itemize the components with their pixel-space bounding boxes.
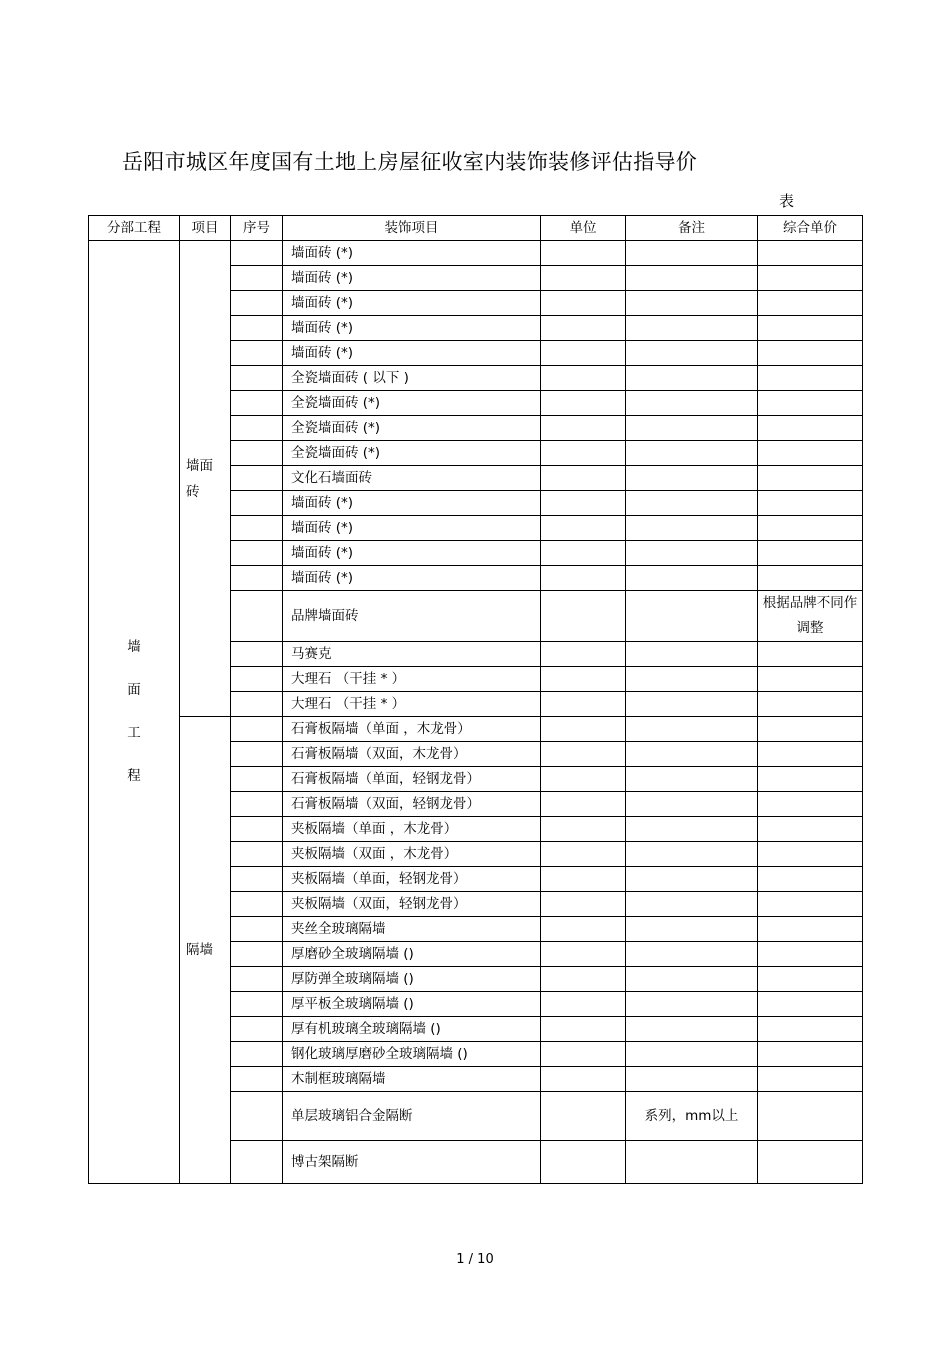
cell-seq: [231, 416, 283, 441]
cell-note: [626, 817, 758, 842]
cell-seq: [231, 917, 283, 942]
cell-item: 夹板隔墙（单面，轻钢龙骨）: [283, 867, 541, 892]
cell-price: [758, 1067, 863, 1092]
cell-note: [626, 717, 758, 742]
cell-item: 博古架隔断: [283, 1141, 541, 1184]
cell-seq: [231, 391, 283, 416]
page-indicator: 1 / 10: [456, 1252, 494, 1267]
cell-unit: [541, 767, 626, 792]
cell-price: [758, 742, 863, 767]
cell-seq: [231, 491, 283, 516]
cell-note: [626, 892, 758, 917]
cell-unit: [541, 642, 626, 667]
cell-unit: [541, 942, 626, 967]
cell-price: [758, 416, 863, 441]
cell-price: [758, 917, 863, 942]
cell-note: [626, 516, 758, 541]
cell-seq: [231, 942, 283, 967]
cell-unit: [541, 1042, 626, 1067]
cell-item: 夹板隔墙（双面 ，木龙骨）: [283, 842, 541, 867]
cell-seq: [231, 366, 283, 391]
cell-seq: [231, 692, 283, 717]
cell-note: [626, 792, 758, 817]
cell-note: [626, 967, 758, 992]
cell-price: [758, 817, 863, 842]
cell-unit: [541, 266, 626, 291]
cell-seq: [231, 892, 283, 917]
cell-unit: [541, 1017, 626, 1042]
cell-item: 厚防弹全玻璃隔墙 (): [283, 967, 541, 992]
cell-seq: [231, 992, 283, 1017]
cell-note: [626, 566, 758, 591]
cell-note: [626, 466, 758, 491]
cell-note: [626, 316, 758, 341]
cell-seq: [231, 1042, 283, 1067]
document-title: 岳阳市城区年度国有土地上房屋征收室内装饰装修评估指导价: [122, 150, 698, 174]
cell-unit: [541, 1141, 626, 1184]
cell-item: 厚有机玻璃全玻璃隔墙 (): [283, 1017, 541, 1042]
cell-price: [758, 516, 863, 541]
cell-unit: [541, 466, 626, 491]
cell-unit: [541, 1067, 626, 1092]
cell-item: 墙面砖 (*): [283, 291, 541, 316]
cell-seq: [231, 867, 283, 892]
cell-item: 夹板隔墙（单面 ，木龙骨）: [283, 817, 541, 842]
cell-unit: [541, 917, 626, 942]
header-division: 分部工程: [89, 216, 180, 241]
cell-price: [758, 967, 863, 992]
cell-price: [758, 266, 863, 291]
cell-unit: [541, 792, 626, 817]
cell-seq: [231, 241, 283, 266]
cell-price: [758, 867, 863, 892]
cell-note: [626, 767, 758, 792]
cell-seq: [231, 441, 283, 466]
cell-note: [626, 591, 758, 642]
header-price: 综合单价: [758, 216, 863, 241]
table-header-row: [89, 216, 863, 241]
cell-item: 墙面砖 (*): [283, 316, 541, 341]
cell-note: [626, 1141, 758, 1184]
cell-note: [626, 266, 758, 291]
cell-price: [758, 366, 863, 391]
cell-price: [758, 466, 863, 491]
cell-seq: [231, 566, 283, 591]
cell-unit: [541, 366, 626, 391]
header-unit: 单位: [541, 216, 626, 241]
cell-item: 钢化玻璃厚磨砂全玻璃隔墙 (): [283, 1042, 541, 1067]
header-item: 装饰项目: [283, 216, 541, 241]
cell-seq: [231, 742, 283, 767]
cell-price: [758, 1042, 863, 1067]
cell-item: 单层玻璃铝合金隔断: [283, 1092, 541, 1141]
cell-note: [626, 416, 758, 441]
cell-note: [626, 1042, 758, 1067]
cell-note: [626, 742, 758, 767]
cell-note: [626, 491, 758, 516]
cell-seq: [231, 316, 283, 341]
cell-price: [758, 1017, 863, 1042]
cell-unit: [541, 241, 626, 266]
cell-seq: [231, 967, 283, 992]
cell-note: [626, 917, 758, 942]
cell-seq: [231, 591, 283, 642]
cell-item: 石膏板隔墙（单面，轻钢龙骨）: [283, 767, 541, 792]
cell-seq: [231, 516, 283, 541]
cell-item: 墙面砖 (*): [283, 341, 541, 366]
cell-seq: [231, 1017, 283, 1042]
header-seq: 序号: [231, 216, 283, 241]
cell-note: [626, 842, 758, 867]
cell-unit: [541, 1092, 626, 1141]
cell-note: [626, 541, 758, 566]
cell-item: 墙面砖 (*): [283, 566, 541, 591]
cell-unit: [541, 692, 626, 717]
cell-price: [758, 767, 863, 792]
cell-seq: [231, 717, 283, 742]
table-row: [89, 241, 863, 266]
cell-seq: [231, 792, 283, 817]
cell-unit: [541, 717, 626, 742]
cell-note: [626, 692, 758, 717]
cell-unit: [541, 391, 626, 416]
header-note: 备注: [626, 216, 758, 241]
cell-price: [758, 992, 863, 1017]
cell-item: 夹丝全玻璃隔墙: [283, 917, 541, 942]
cell-note: [626, 867, 758, 892]
cell-price: [758, 341, 863, 366]
cell-price: [758, 642, 863, 667]
cell-unit: [541, 441, 626, 466]
table-row: [89, 717, 863, 742]
cell-unit: [541, 591, 626, 642]
header-category: 项目: [180, 216, 231, 241]
cell-unit: [541, 566, 626, 591]
cell-item: 大理石 （干挂 * ）: [283, 667, 541, 692]
cell-unit: [541, 892, 626, 917]
cell-item: 马赛克: [283, 642, 541, 667]
cell-unit: [541, 742, 626, 767]
cell-note: [626, 291, 758, 316]
cell-price: [758, 692, 863, 717]
cell-price: [758, 1141, 863, 1184]
cell-price: [758, 942, 863, 967]
cell-unit: [541, 867, 626, 892]
cell-note: [626, 642, 758, 667]
section-label: 墙 面 工 程: [89, 241, 180, 1184]
cell-price: [758, 667, 863, 692]
cell-unit: [541, 516, 626, 541]
cell-price: [758, 441, 863, 466]
cell-note: [626, 667, 758, 692]
cell-unit: [541, 491, 626, 516]
cell-item: 墙面砖 (*): [283, 516, 541, 541]
cell-note: [626, 341, 758, 366]
cell-price: [758, 391, 863, 416]
cell-note: 系列，mm以上: [626, 1092, 758, 1141]
cell-note: [626, 391, 758, 416]
cell-seq: [231, 1141, 283, 1184]
group-label: 隔墙: [180, 717, 231, 1184]
cell-price: [758, 792, 863, 817]
cell-note: [626, 942, 758, 967]
cell-unit: [541, 541, 626, 566]
cell-seq: [231, 1092, 283, 1141]
cell-item: 石膏板隔墙（双面，轻钢龙骨）: [283, 792, 541, 817]
cell-note: [626, 441, 758, 466]
cell-price: 根据品牌不同作调整: [758, 591, 863, 642]
cell-note: [626, 1017, 758, 1042]
cell-item: 全瓷墙面砖 (*): [283, 391, 541, 416]
cell-price: [758, 842, 863, 867]
cell-unit: [541, 967, 626, 992]
cell-seq: [231, 817, 283, 842]
document-subtitle: 表: [779, 192, 795, 210]
cell-unit: [541, 817, 626, 842]
cell-seq: [231, 341, 283, 366]
cell-seq: [231, 266, 283, 291]
cell-item: 木制框玻璃隔墙: [283, 1067, 541, 1092]
cell-item: 品牌墙面砖: [283, 591, 541, 642]
cell-item: 厚磨砂全玻璃隔墙 (): [283, 942, 541, 967]
cell-price: [758, 316, 863, 341]
cell-item: 厚平板全玻璃隔墙 (): [283, 992, 541, 1017]
cell-price: [758, 1092, 863, 1141]
cell-unit: [541, 316, 626, 341]
cell-item: 全瓷墙面砖 (*): [283, 441, 541, 466]
cell-unit: [541, 341, 626, 366]
cell-price: [758, 892, 863, 917]
cell-item: 石膏板隔墙（单面 ，木龙骨）: [283, 717, 541, 742]
group-label: 墙面 砖: [180, 241, 231, 717]
cell-seq: [231, 291, 283, 316]
cell-price: [758, 566, 863, 591]
cell-unit: [541, 992, 626, 1017]
cell-item: 墙面砖 (*): [283, 241, 541, 266]
price-table: [88, 215, 863, 1184]
cell-item: 全瓷墙面砖 ( 以下 ): [283, 366, 541, 391]
cell-price: [758, 241, 863, 266]
cell-price: [758, 491, 863, 516]
cell-unit: [541, 291, 626, 316]
cell-price: [758, 717, 863, 742]
cell-item: 文化石墙面砖: [283, 466, 541, 491]
cell-seq: [231, 1067, 283, 1092]
cell-item: 石膏板隔墙（双面，木龙骨）: [283, 742, 541, 767]
cell-note: [626, 241, 758, 266]
cell-item: 全瓷墙面砖 (*): [283, 416, 541, 441]
cell-seq: [231, 541, 283, 566]
cell-item: 大理石 （干挂 * ）: [283, 692, 541, 717]
cell-note: [626, 992, 758, 1017]
cell-item: 墙面砖 (*): [283, 266, 541, 291]
cell-item: 墙面砖 (*): [283, 491, 541, 516]
cell-unit: [541, 416, 626, 441]
cell-item: 夹板隔墙（双面，轻钢龙骨）: [283, 892, 541, 917]
cell-unit: [541, 667, 626, 692]
cell-seq: [231, 667, 283, 692]
cell-seq: [231, 466, 283, 491]
cell-seq: [231, 767, 283, 792]
cell-seq: [231, 642, 283, 667]
cell-seq: [231, 842, 283, 867]
cell-item: 墙面砖 (*): [283, 541, 541, 566]
cell-note: [626, 366, 758, 391]
cell-price: [758, 291, 863, 316]
cell-unit: [541, 842, 626, 867]
cell-note: [626, 1067, 758, 1092]
cell-price: [758, 541, 863, 566]
